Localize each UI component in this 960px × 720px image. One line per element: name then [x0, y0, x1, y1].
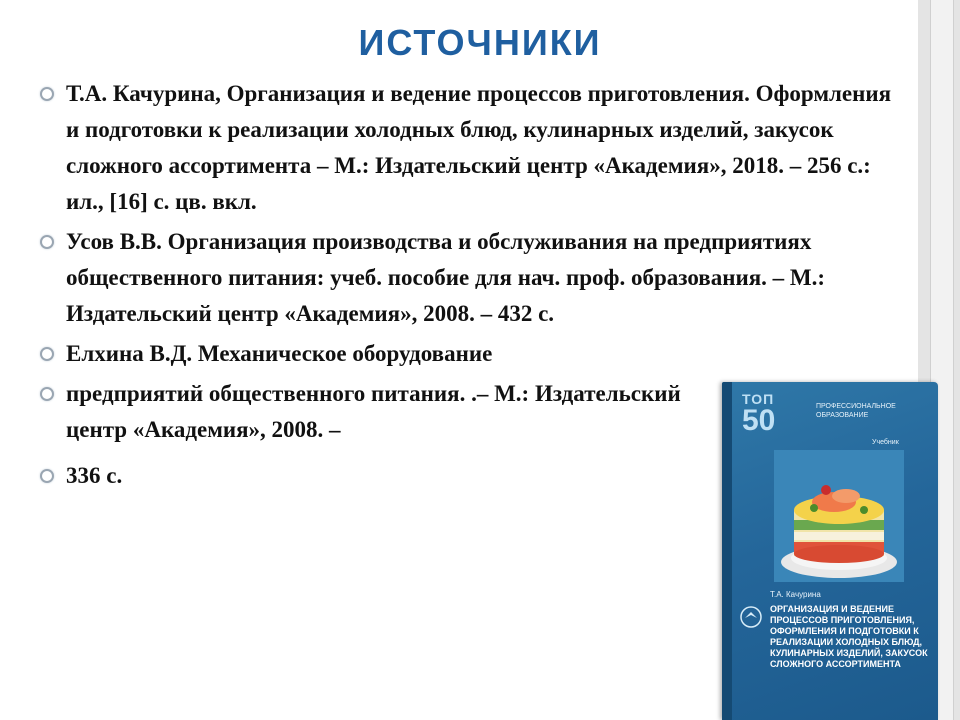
bullet-circle-icon — [40, 347, 54, 361]
reference-text: Елхина В.Д. Механическое оборудование — [66, 341, 493, 366]
bullet-circle-icon — [40, 87, 54, 101]
reference-item — [40, 336, 900, 372]
reference-item — [40, 76, 900, 220]
book-top50-badge — [742, 392, 775, 436]
reference-text: Т.А. Качурина, Организация и ведение процессов приготовления. Оформления и подготовки к реализации холодных блюд, кулинарных изделий, закусок сложного ассортимента – М.: Издательский центр «Академия», 2018. – 256 с.: ил., [16] с. цв. вкл. — [66, 81, 892, 214]
bullet-circle-icon — [40, 235, 54, 249]
reference-text: Усов В.В. Организация производства и обслуживания на предприятиях общественного питания: учеб. пособие для нач. проф. образования. – М.: Издательский центр «Академия», 2008. – 432 с. — [66, 229, 826, 326]
book-title: ОРГАНИЗАЦИЯ И ВЕДЕНИЕ ПРОЦЕССОВ ПРИГОТОВЛЕНИЯ, ОФОРМЛЕНИЯ И ПОДГОТОВКИ К РЕАЛИЗАЦИИ ХОЛОДНЫХ БЛЮД, КУЛИНАРНЫХ ИЗДЕЛИЙ, ЗАКУСОК СЛОЖНОГО АССОРТИМЕНТА — [770, 604, 928, 669]
reference-item — [40, 224, 900, 332]
reference-item — [40, 376, 706, 448]
salad-dish-illustration — [774, 450, 904, 582]
book-cover-image — [722, 382, 938, 720]
bullet-circle-icon — [40, 469, 54, 483]
book-top-label: ТОП — [742, 391, 775, 407]
reference-text: предприятий общественного питания. .– М.: Издательский центр «Академия», 2008. – — [66, 381, 681, 442]
book-spine — [722, 382, 732, 720]
publisher-logo-icon — [740, 606, 762, 628]
book-series: ПРОФЕССИОНАЛЬНОЕ ОБРАЗОВАНИЕ — [816, 403, 896, 419]
slide-title: ИСТОЧНИКИ — [358, 22, 602, 63]
reference-text: 336 с. — [66, 463, 123, 488]
book-top-number: 50 — [742, 404, 776, 437]
bullet-circle-icon — [40, 387, 54, 401]
book-author: Т.А. Качурина — [770, 590, 821, 599]
book-kind: Учебник — [872, 439, 899, 446]
